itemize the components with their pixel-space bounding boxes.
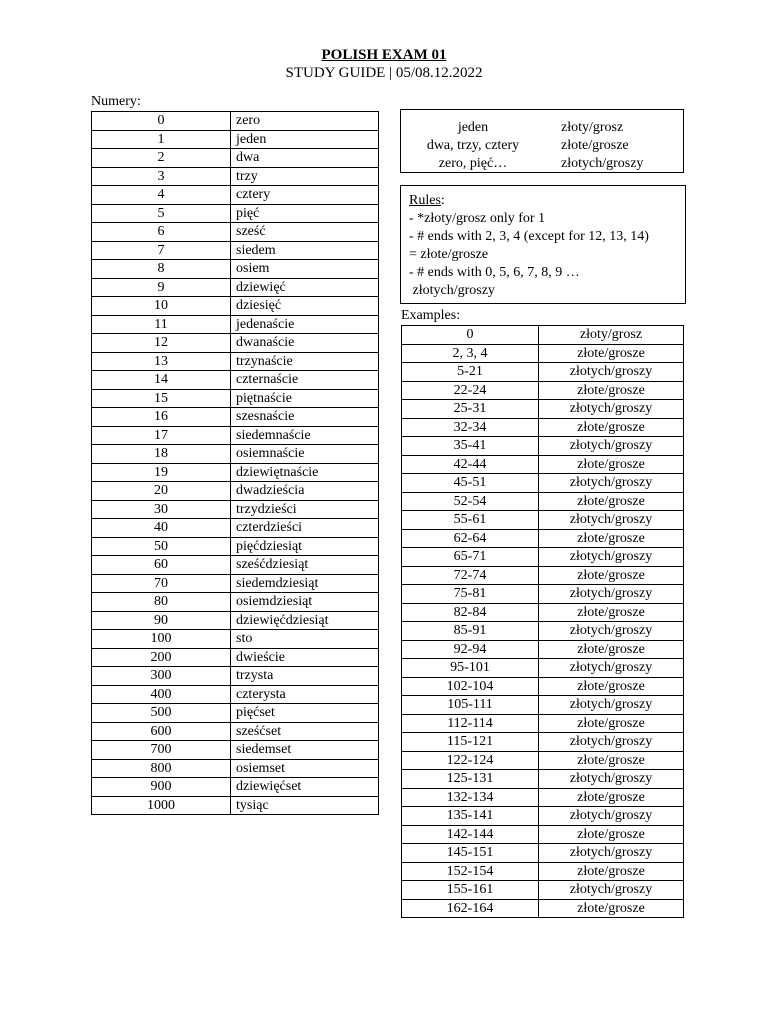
currency-form-row — [401, 137, 683, 155]
number-row — [92, 574, 379, 593]
number-word: dwadzieścia — [231, 482, 379, 501]
number-digit: 0 — [92, 112, 231, 131]
number-word: piętnaście — [231, 389, 379, 408]
number-row — [92, 334, 379, 353]
example-row — [402, 548, 684, 567]
number-row — [92, 611, 379, 630]
example-range: 122-124 — [402, 751, 539, 770]
number-row — [92, 519, 379, 538]
number-row — [92, 630, 379, 649]
example-form: złotych/groszy — [539, 659, 684, 678]
number-digit: 70 — [92, 574, 231, 593]
currency-form-numbers: zero, pięć… — [438, 156, 508, 171]
number-word: dziesięć — [231, 297, 379, 316]
number-word: dziewięć — [231, 278, 379, 297]
number-word: sto — [231, 630, 379, 649]
example-form: złotych/groszy — [539, 437, 684, 456]
number-row — [92, 778, 379, 797]
number-word: jeden — [231, 130, 379, 149]
number-digit: 9 — [92, 278, 231, 297]
example-row — [402, 418, 684, 437]
example-form: złotych/groszy — [539, 696, 684, 715]
number-digit: 40 — [92, 519, 231, 538]
example-form: złotych/groszy — [539, 770, 684, 789]
example-form: złote/grosze — [539, 344, 684, 363]
number-word: osiemnaście — [231, 445, 379, 464]
numbers-label: Numery: — [91, 94, 141, 109]
example-row — [402, 622, 684, 641]
number-row — [92, 408, 379, 427]
example-row — [402, 844, 684, 863]
number-digit: 19 — [92, 463, 231, 482]
number-word: dwanaście — [231, 334, 379, 353]
example-range: 35-41 — [402, 437, 539, 456]
rules-title: Rules — [409, 193, 441, 208]
example-range: 102-104 — [402, 677, 539, 696]
example-range: 145-151 — [402, 844, 539, 863]
number-row — [92, 759, 379, 778]
number-digit: 30 — [92, 500, 231, 519]
number-word: siedem — [231, 241, 379, 260]
number-digit: 8 — [92, 260, 231, 279]
number-digit: 11 — [92, 315, 231, 334]
example-form: złotych/groszy — [539, 622, 684, 641]
example-row — [402, 344, 684, 363]
examples-label: Examples: — [401, 308, 461, 323]
example-form: złotych/groszy — [539, 881, 684, 900]
example-row — [402, 788, 684, 807]
number-word: dziewiętnaście — [231, 463, 379, 482]
number-word: zero — [231, 112, 379, 131]
number-digit: 2 — [92, 149, 231, 168]
number-row — [92, 704, 379, 723]
example-range: 142-144 — [402, 825, 539, 844]
number-digit: 4 — [92, 186, 231, 205]
example-row — [402, 640, 684, 659]
example-row — [402, 400, 684, 419]
number-digit: 50 — [92, 537, 231, 556]
number-row — [92, 278, 379, 297]
example-form: złote/grosze — [539, 640, 684, 659]
number-word: dwa — [231, 149, 379, 168]
example-row — [402, 326, 684, 345]
number-digit: 13 — [92, 352, 231, 371]
number-digit: 1 — [92, 130, 231, 149]
example-form: złote/grosze — [539, 603, 684, 622]
number-digit: 90 — [92, 611, 231, 630]
example-range: 92-94 — [402, 640, 539, 659]
number-row — [92, 204, 379, 223]
currency-form-row — [401, 119, 683, 137]
number-row — [92, 648, 379, 667]
number-digit: 20 — [92, 482, 231, 501]
example-row — [402, 455, 684, 474]
number-word: czterdzieści — [231, 519, 379, 538]
example-row — [402, 511, 684, 530]
number-digit: 100 — [92, 630, 231, 649]
rule-line: = złote/grosze — [409, 247, 489, 262]
number-row — [92, 241, 379, 260]
example-form: złote/grosze — [539, 455, 684, 474]
page-title — [0, 46, 768, 64]
example-row — [402, 363, 684, 382]
example-row — [402, 696, 684, 715]
example-form: złote/grosze — [539, 566, 684, 585]
number-word: sześćset — [231, 722, 379, 741]
example-form: złotych/groszy — [539, 474, 684, 493]
example-form: złoty/grosz — [539, 326, 684, 345]
number-digit: 5 — [92, 204, 231, 223]
currency-form-word: złoty/grosz — [561, 120, 624, 135]
example-range: 5-21 — [402, 363, 539, 382]
number-digit: 800 — [92, 759, 231, 778]
example-range: 152-154 — [402, 862, 539, 881]
example-row — [402, 437, 684, 456]
example-range: 2, 3, 4 — [402, 344, 539, 363]
example-range: 55-61 — [402, 511, 539, 530]
currency-forms-box — [400, 109, 684, 173]
example-form: złote/grosze — [539, 418, 684, 437]
example-range: 105-111 — [402, 696, 539, 715]
example-range: 135-141 — [402, 807, 539, 826]
example-form: złotych/groszy — [539, 807, 684, 826]
rule-line: - *złoty/grosz only for 1 — [409, 211, 546, 226]
example-range: 95-101 — [402, 659, 539, 678]
number-digit: 17 — [92, 426, 231, 445]
example-range: 0 — [402, 326, 539, 345]
number-row — [92, 445, 379, 464]
number-row — [92, 685, 379, 704]
number-row — [92, 556, 379, 575]
number-word: osiemdziesiąt — [231, 593, 379, 612]
number-word: dwieście — [231, 648, 379, 667]
number-row — [92, 593, 379, 612]
number-word: pięć — [231, 204, 379, 223]
number-word: jedenaście — [231, 315, 379, 334]
example-range: 72-74 — [402, 566, 539, 585]
number-digit: 500 — [92, 704, 231, 723]
number-row — [92, 352, 379, 371]
currency-form-row — [401, 155, 683, 173]
currency-form-numbers: jeden — [457, 120, 489, 135]
example-row — [402, 474, 684, 493]
number-word: siedemset — [231, 741, 379, 760]
example-form: złote/grosze — [539, 825, 684, 844]
number-digit: 200 — [92, 648, 231, 667]
number-digit: 15 — [92, 389, 231, 408]
number-digit: 3 — [92, 167, 231, 186]
example-range: 85-91 — [402, 622, 539, 641]
example-form: złote/grosze — [539, 751, 684, 770]
example-form: złote/grosze — [539, 677, 684, 696]
example-row — [402, 770, 684, 789]
number-digit: 1000 — [92, 796, 231, 815]
number-word: trzydzieści — [231, 500, 379, 519]
example-range: 62-64 — [402, 529, 539, 548]
rule-line: - # ends with 0, 5, 6, 7, 8, 9 … — [409, 265, 580, 280]
number-row — [92, 186, 379, 205]
example-range: 75-81 — [402, 585, 539, 604]
example-form: złote/grosze — [539, 492, 684, 511]
example-form: złotych/groszy — [539, 548, 684, 567]
example-row — [402, 733, 684, 752]
example-range: 132-134 — [402, 788, 539, 807]
example-form: złote/grosze — [539, 862, 684, 881]
example-range: 65-71 — [402, 548, 539, 567]
example-row — [402, 603, 684, 622]
example-row — [402, 659, 684, 678]
number-row — [92, 482, 379, 501]
number-word: pięćdziesiąt — [231, 537, 379, 556]
example-range: 115-121 — [402, 733, 539, 752]
number-digit: 18 — [92, 445, 231, 464]
rule-line: - # ends with 2, 3, 4 (except for 12, 13, 14) — [409, 229, 649, 244]
example-form: złote/grosze — [539, 714, 684, 733]
number-row — [92, 463, 379, 482]
number-digit: 900 — [92, 778, 231, 797]
example-row — [402, 825, 684, 844]
example-range: 125-131 — [402, 770, 539, 789]
example-row — [402, 862, 684, 881]
number-digit: 16 — [92, 408, 231, 427]
example-form: złote/grosze — [539, 529, 684, 548]
example-form: złotych/groszy — [539, 733, 684, 752]
number-digit: 400 — [92, 685, 231, 704]
number-word: osiemset — [231, 759, 379, 778]
number-digit: 7 — [92, 241, 231, 260]
example-range: 155-161 — [402, 881, 539, 900]
number-row — [92, 371, 379, 390]
number-word: cztery — [231, 186, 379, 205]
number-row — [92, 112, 379, 131]
number-word: czterysta — [231, 685, 379, 704]
example-range: 112-114 — [402, 714, 539, 733]
number-word: dziewięćdziesiąt — [231, 611, 379, 630]
rules-title-colon: : — [440, 193, 445, 208]
number-digit: 300 — [92, 667, 231, 686]
number-row — [92, 722, 379, 741]
example-row — [402, 881, 684, 900]
number-word: dziewięćset — [231, 778, 379, 797]
example-row — [402, 899, 684, 918]
number-digit: 10 — [92, 297, 231, 316]
rule-line: złotych/groszy — [409, 283, 495, 298]
number-row — [92, 500, 379, 519]
example-form: złotych/groszy — [539, 400, 684, 419]
number-row — [92, 667, 379, 686]
example-range: 82-84 — [402, 603, 539, 622]
number-row — [92, 149, 379, 168]
number-word: sześć — [231, 223, 379, 242]
number-digit: 6 — [92, 223, 231, 242]
number-row — [92, 741, 379, 760]
number-word: tysiąc — [231, 796, 379, 815]
example-form: złotych/groszy — [539, 585, 684, 604]
example-row — [402, 585, 684, 604]
example-form: złotych/groszy — [539, 511, 684, 530]
example-row — [402, 529, 684, 548]
number-row — [92, 167, 379, 186]
currency-form-word: złote/grosze — [561, 138, 629, 153]
number-digit: 80 — [92, 593, 231, 612]
number-row — [92, 260, 379, 279]
number-row — [92, 223, 379, 242]
number-row — [92, 389, 379, 408]
number-row — [92, 796, 379, 815]
number-row — [92, 315, 379, 334]
page-subtitle: STUDY GUIDE | 05/08.12.2022 — [285, 65, 483, 81]
example-row — [402, 751, 684, 770]
number-word: czternaście — [231, 371, 379, 390]
number-row — [92, 426, 379, 445]
numbers-table — [91, 111, 379, 815]
page-title-text: POLISH EXAM 01 — [321, 47, 447, 63]
number-word: trzynaście — [231, 352, 379, 371]
number-word: osiem — [231, 260, 379, 279]
example-form: złote/grosze — [539, 899, 684, 918]
example-form: złotych/groszy — [539, 363, 684, 382]
example-row — [402, 807, 684, 826]
example-range: 52-54 — [402, 492, 539, 511]
example-row — [402, 714, 684, 733]
rules-heading — [409, 192, 685, 210]
number-word: pięćset — [231, 704, 379, 723]
currency-form-numbers: dwa, trzy, cztery — [426, 138, 520, 153]
number-row — [92, 537, 379, 556]
number-word: trzy — [231, 167, 379, 186]
number-digit: 700 — [92, 741, 231, 760]
number-digit: 12 — [92, 334, 231, 353]
number-word: siedemdziesiąt — [231, 574, 379, 593]
number-digit: 14 — [92, 371, 231, 390]
examples-table — [401, 325, 684, 918]
example-form: złote/grosze — [539, 788, 684, 807]
example-row — [402, 492, 684, 511]
number-digit: 60 — [92, 556, 231, 575]
example-form: złotych/groszy — [539, 844, 684, 863]
number-row — [92, 130, 379, 149]
example-range: 42-44 — [402, 455, 539, 474]
example-range: 162-164 — [402, 899, 539, 918]
number-word: trzysta — [231, 667, 379, 686]
example-row — [402, 381, 684, 400]
example-range: 32-34 — [402, 418, 539, 437]
number-digit: 600 — [92, 722, 231, 741]
example-range: 22-24 — [402, 381, 539, 400]
currency-form-word: złotych/groszy — [561, 156, 644, 171]
rules-box — [400, 185, 686, 304]
number-word: sześćdziesiąt — [231, 556, 379, 575]
example-form: złote/grosze — [539, 381, 684, 400]
example-range: 45-51 — [402, 474, 539, 493]
example-row — [402, 566, 684, 585]
example-range: 25-31 — [402, 400, 539, 419]
example-row — [402, 677, 684, 696]
number-word: szesnaście — [231, 408, 379, 427]
number-row — [92, 297, 379, 316]
number-word: siedemnaście — [231, 426, 379, 445]
